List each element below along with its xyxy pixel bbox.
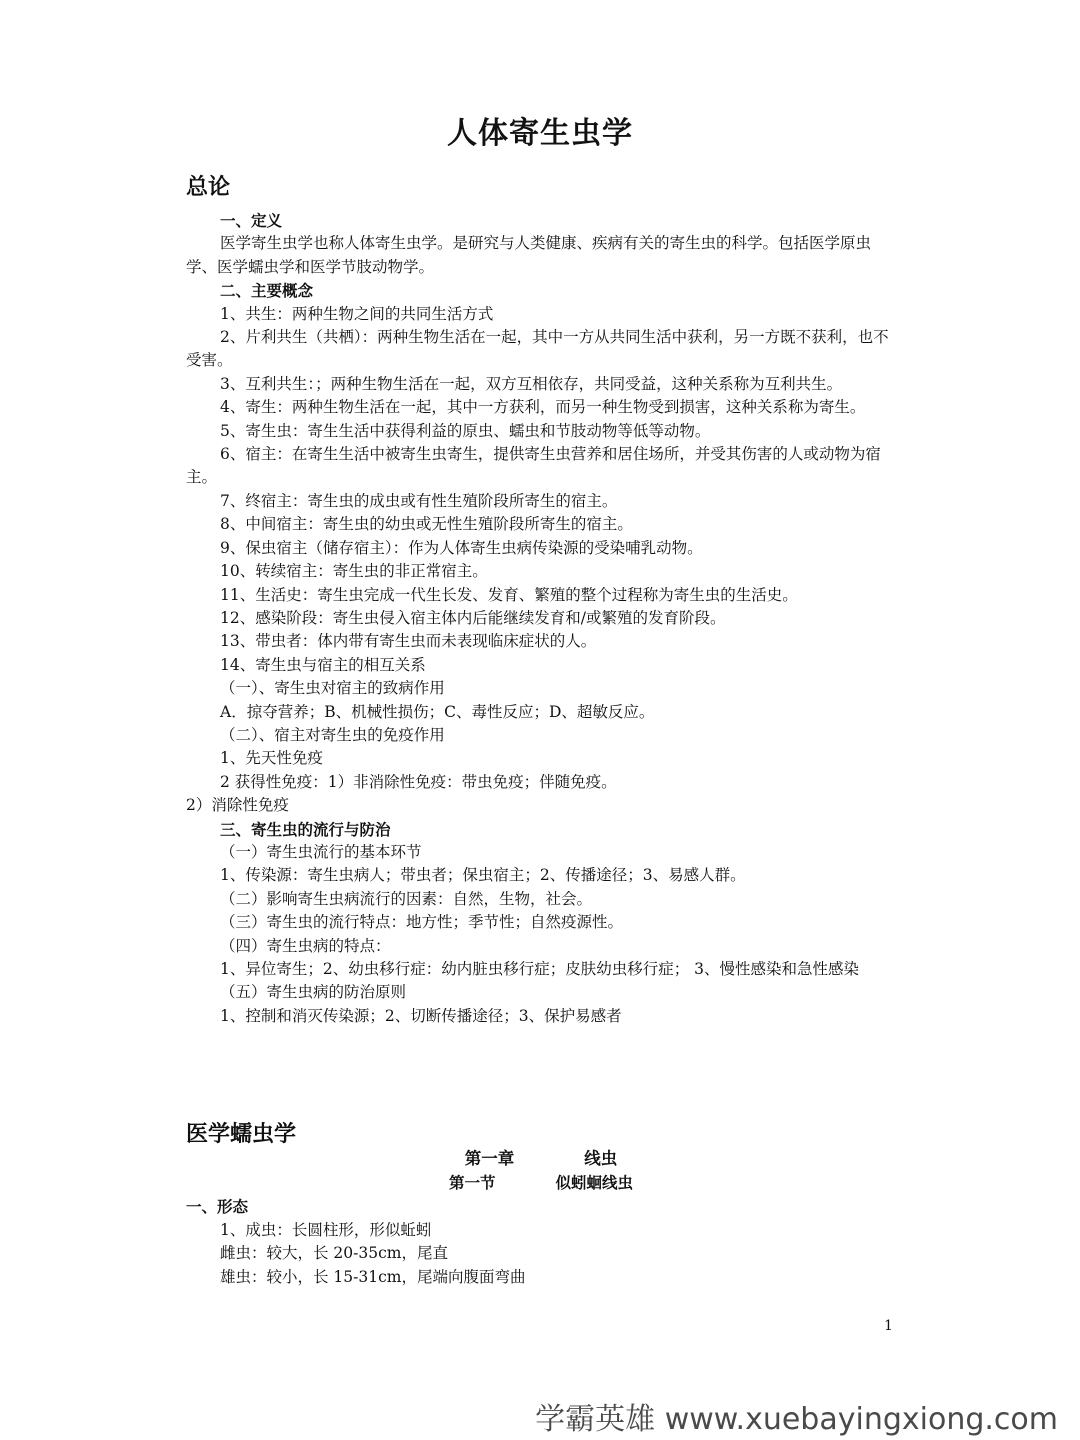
general-line: 12、感染阶段：寄生虫侵入宿主体内后能继续发育和/或繁殖的发育阶段。 (220, 608, 726, 627)
general-line: 7、终宿主：寄生虫的成虫或有性生殖阶段所寄生的宿主。 (220, 491, 618, 510)
general-line: （二）影响寄生虫病流行的因素：自然，生物，社会。 (220, 889, 593, 908)
section-heading-helminth: 医学蠕虫学 (186, 1122, 297, 1147)
general-line: 1、控制和消灭传染源；2、切断传播途径；3、保护易感者 (220, 1006, 622, 1025)
chapter-number: 第一章 (464, 1149, 515, 1168)
general-line: 1、异位寄生；2、幼虫移行症：幼内脏虫移行症；皮肤幼虫移行症； 3、慢性感染和急性感染 (220, 960, 860, 978)
section-heading-general: 总论 (186, 175, 231, 200)
helminth-line: 1、成虫：长圆柱形，形似蚯蚓 (220, 1220, 432, 1239)
general-line: （三）寄生虫的流行特点：地方性；季节性；自然疫源性。 (220, 913, 624, 932)
general-line: 5、寄生虫：寄生生活中获得利益的原虫、蠕虫和节肢动物等低等动物。 (220, 421, 711, 440)
helminth-lines (186, 1195, 896, 1289)
general-line: 6、宿主：在寄生生活中被寄生虫寄生，提供寄生虫营养和居住场所，并受其伤害的人或动物为宿主。 (186, 445, 881, 487)
chapter-title (186, 1147, 896, 1171)
general-line: 14、寄生虫与宿主的相互关系 (220, 655, 426, 674)
general-line: 3、互利共生：；两种生物生活在一起，双方互相依存，共同受益，这种关系称为互利共生。 (220, 374, 843, 393)
helminth-line: 雄虫：较小，长 15-31cm，尾端向腹面弯曲 (220, 1267, 526, 1286)
general-line: 13、带虫者：体内带有寄生虫而未表现临床症状的人。 (220, 632, 597, 651)
general-line: （四）寄生虫病的特点： (220, 936, 391, 955)
section-title (186, 1171, 896, 1195)
chapter-name: 线虫 (584, 1149, 618, 1168)
general-line: 9、保虫宿主（储存宿主）：作为人体寄生虫病传染源的受染哺乳动物。 (220, 538, 703, 557)
helminth-body (186, 1147, 896, 1289)
general-line: 2、片利共生（共栖）：两种生物生活在一起，其中一方从共同生活中获利，另一方既不获利，也不受害。 (186, 328, 889, 370)
helminth-line: 一、形态 (186, 1197, 249, 1216)
general-line: 二、主要概念 (220, 281, 314, 301)
general-line: 1、共生：两种生物之间的共同生活方式 (220, 304, 494, 323)
general-line: 8、中间宿主：寄生虫的幼虫或无性生殖阶段所寄生的宿主。 (220, 515, 633, 534)
general-line: （一）、寄生虫对宿主的致病作用 (220, 679, 445, 698)
helminth-line: 雌虫：较大，长 20-35cm，尾直 (220, 1244, 448, 1263)
general-line: 一、定义 (220, 211, 283, 230)
general-line: （二）、宿主对寄生虫的免疫作用 (220, 725, 445, 744)
page-number: 1 (884, 1318, 893, 1334)
general-line: 10、转续宿主：寄生虫的非正常宿主。 (220, 562, 488, 581)
section-name: 似蚓蛔线虫 (555, 1173, 634, 1192)
general-line: 11、生活史：寄生虫完成一代生长发、发育、繁殖的整个过程称为寄生虫的生活史。 (220, 585, 798, 604)
general-line: 2 获得性免疫：1）非消除性免疫：带虫免疫；伴随免疫。 (220, 772, 617, 791)
general-line: （五）寄生虫病的防治原则 (220, 983, 407, 1002)
general-line: 4、寄生：两种生物生活在一起，其中一方获利，而另一种生物受到损害，这种关系称为寄生。 (220, 398, 866, 417)
section-number: 第一节 (448, 1173, 496, 1192)
general-line: 2）消除性免疫 (186, 796, 289, 815)
site-watermark: 学霸英雄 www.xuebayingxiong.com (535, 1402, 1058, 1437)
document-title: 人体寄生虫学 (447, 116, 633, 151)
general-line: 1、先天性免疫 (220, 749, 323, 768)
general-body (186, 209, 896, 1028)
general-line: 1、传染源：寄生虫病人；带虫者；保虫宿主；2、传播途径；3、易感人群。 (220, 866, 746, 885)
general-line: 三、寄生虫的流行与防治 (220, 819, 391, 839)
general-line: （一）寄生虫流行的基本环节 (220, 842, 422, 861)
general-line: 医学寄生虫学也称人体寄生虫学。是研究与人类健康、疾病有关的寄生虫的科学。包括医学原虫学、医学蠕虫学和医学节肢动物学。 (186, 234, 872, 276)
general-line: A．掠夺营养；B、机械性损伤；C、毒性反应；D、超敏反应。 (220, 702, 655, 721)
